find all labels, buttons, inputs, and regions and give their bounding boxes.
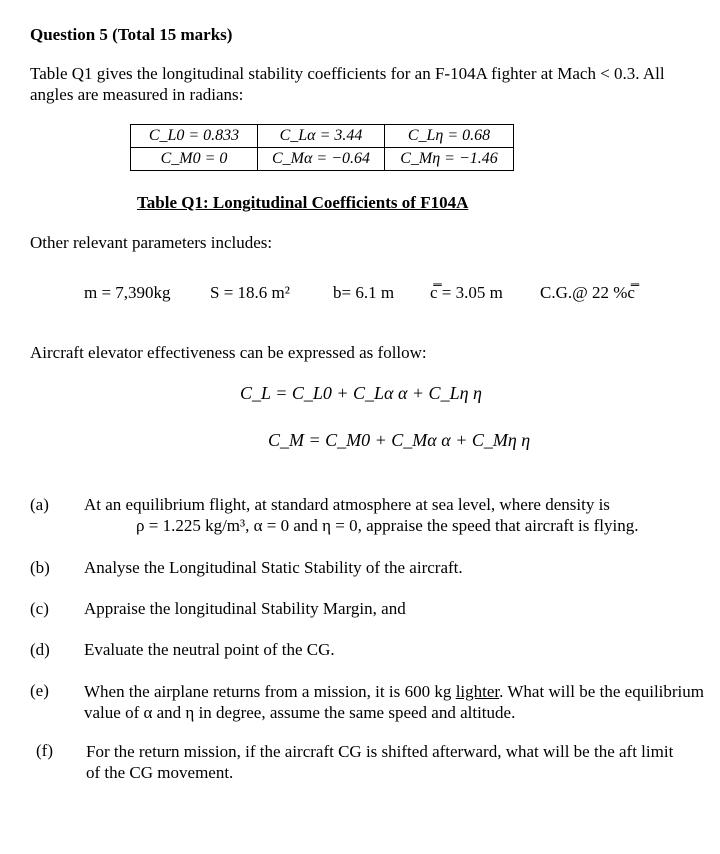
param-area: S = 18.6 m² — [210, 283, 290, 302]
question-label: (a) — [30, 495, 49, 514]
question-text: For the return mission, if the aircraft CG is shifted afterward, what will be the aft limit of the CG movement. — [86, 742, 674, 782]
param-span: b= 6.1 m — [333, 283, 395, 302]
table-cell: C_Lη = 0.68 — [385, 125, 514, 148]
question-text: At an equilibrium flight, at standard atmosphere at sea level, where density is — [84, 495, 610, 514]
param-chord: c̿ = 3.05 m — [430, 283, 503, 302]
table-cell: C_Lα = 3.44 — [258, 125, 385, 148]
question-label: (f) — [36, 741, 53, 760]
coefficients-table — [130, 124, 514, 171]
question-label: (c) — [30, 599, 49, 618]
question-text: Appraise the longitudinal Stability Margin, and — [84, 599, 406, 618]
table-cell: C_Mη = −1.46 — [385, 148, 514, 171]
table-row — [131, 148, 514, 171]
question-title: Question 5 (Total 15 marks) — [30, 25, 233, 44]
elevator-intro: Aircraft elevator effectiveness can be expressed as follow: — [30, 343, 427, 362]
question-label: (d) — [30, 640, 50, 659]
question-label: (b) — [30, 558, 50, 577]
table-row — [131, 125, 514, 148]
param-mass: m = 7,390kg — [84, 283, 171, 302]
table-caption: Table Q1: Longitudinal Coefficients of F104A — [137, 193, 469, 212]
intro-paragraph: Table Q1 gives the longitudinal stability coefficients for an F-104A fighter at Mach < 0.3. All angles are measured in radians: — [30, 64, 665, 104]
table-cell: C_L0 = 0.833 — [131, 125, 258, 148]
question-text: Evaluate the neutral point of the CG. — [84, 640, 335, 659]
param-cg: C.G.@ 22 %c̿ — [540, 283, 635, 302]
question-text — [84, 681, 704, 723]
other-parameters-intro: Other relevant parameters includes: — [30, 233, 273, 252]
question-label: (e) — [30, 681, 49, 700]
moment-equation: C_M = C_M0 + C_Mα α + C_Mη η — [268, 430, 531, 450]
question-text-part: . What will be the equilibrium value of α and η in degree, assume the same speed and altitude. — [84, 682, 704, 722]
table-cell: C_Mα = −0.64 — [258, 148, 385, 171]
question-text-continued: ρ = 1.225 kg/m³, α = 0 and η = 0, appraise the speed that aircraft is flying. — [136, 516, 639, 535]
underlined-word: lighter — [455, 682, 500, 701]
question-text-part: When the airplane returns from a mission, it is 600 kg — [84, 682, 456, 701]
lift-equation: C_L = C_L0 + C_Lα α + C_Lη η — [240, 383, 482, 403]
question-text: Analyse the Longitudinal Static Stability of the aircraft. — [84, 558, 463, 577]
table-cell: C_M0 = 0 — [131, 148, 258, 171]
